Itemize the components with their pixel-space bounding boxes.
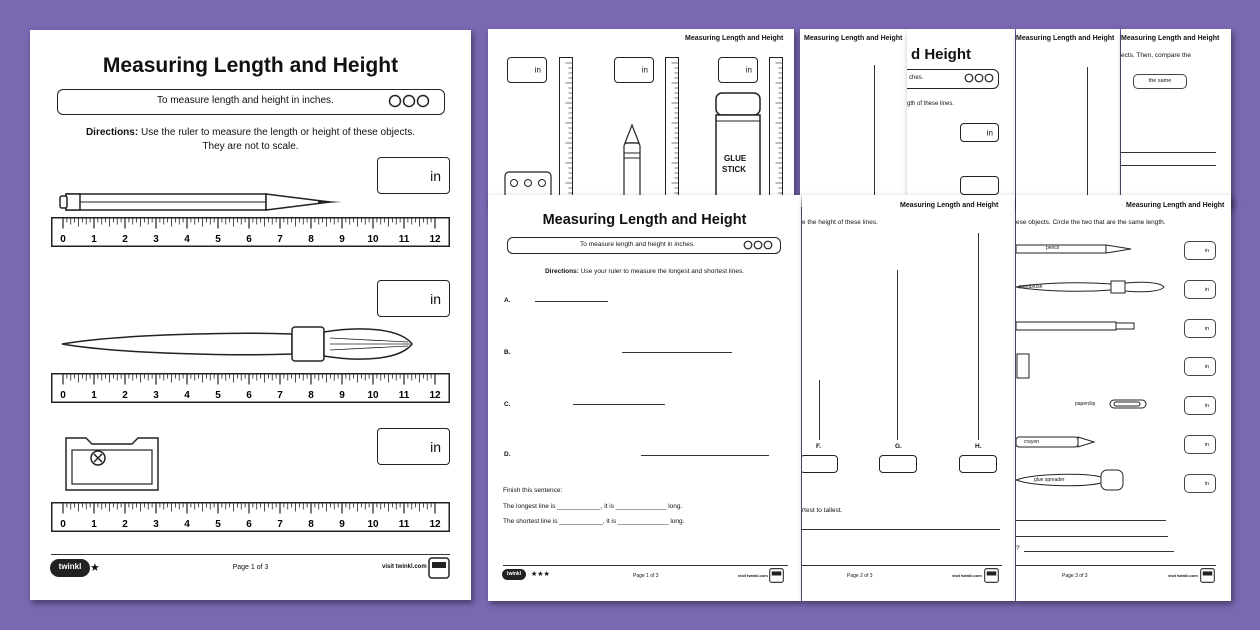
long: long. bbox=[668, 503, 683, 510]
vertical-ruler bbox=[665, 57, 679, 207]
progress-circles bbox=[743, 240, 777, 250]
brand-logo-text: twinkl bbox=[506, 571, 522, 577]
ruler-number: 12 bbox=[429, 390, 441, 401]
unit-label: in bbox=[1204, 325, 1209, 332]
ruler-number: 0 bbox=[60, 519, 66, 530]
answer-box-g[interactable] bbox=[879, 455, 917, 473]
objective-text: To measure length and height in inches. bbox=[157, 95, 334, 106]
answer-box[interactable] bbox=[1184, 357, 1216, 376]
worksheet-page-8 bbox=[1016, 195, 1231, 601]
object-label: paperclip bbox=[1075, 401, 1096, 407]
page-number: Page 3 of 3 bbox=[1062, 573, 1088, 579]
pencil-icon bbox=[60, 190, 350, 214]
ruler-number: 8 bbox=[308, 234, 314, 245]
ruler-number: 2 bbox=[122, 390, 128, 401]
unit-label: in bbox=[1204, 247, 1209, 254]
ruler-number: 7 bbox=[277, 519, 283, 530]
answer-box-f[interactable] bbox=[802, 455, 838, 473]
directions bbox=[488, 268, 801, 275]
ruler-number: 3 bbox=[153, 519, 159, 530]
ruler-number: 12 bbox=[429, 519, 441, 530]
line-label-a: A. bbox=[504, 297, 511, 304]
shortest-prefix: The shortest line is bbox=[503, 518, 558, 525]
answer-box[interactable] bbox=[1184, 396, 1216, 415]
measure-line-b bbox=[622, 352, 732, 353]
object-label: crayon bbox=[1024, 439, 1040, 445]
line-label-h: H. bbox=[975, 443, 982, 450]
ruler-number: 7 bbox=[277, 390, 283, 401]
site-link[interactable]: visit twinkl.com bbox=[1168, 573, 1198, 578]
glue-spreader-icon bbox=[1016, 467, 1126, 493]
ruler-number: 2 bbox=[122, 519, 128, 530]
glue-label-line1: GLUE bbox=[724, 154, 747, 163]
unit-label: in bbox=[1204, 402, 1209, 409]
answer-box[interactable] bbox=[960, 123, 999, 142]
star-icon: ★ bbox=[90, 562, 100, 574]
answer-box-h[interactable] bbox=[959, 455, 997, 473]
it-is: , it is bbox=[600, 503, 614, 510]
progress-circles bbox=[388, 94, 438, 108]
text-fragment: gth of these lines. bbox=[907, 101, 955, 107]
answer-box[interactable] bbox=[960, 176, 999, 195]
answer-box[interactable] bbox=[1133, 74, 1187, 89]
worksheet-page-3 bbox=[800, 29, 907, 207]
page-number: Page 1 of 3 bbox=[232, 564, 269, 571]
answer-box[interactable] bbox=[1184, 241, 1216, 260]
measure-line-f bbox=[897, 270, 898, 440]
line-label-b: B. bbox=[504, 349, 511, 356]
object-label: pencil bbox=[1046, 245, 1060, 251]
measure-line bbox=[1087, 67, 1088, 207]
text-fragment: ects. Then, compare the bbox=[1121, 52, 1191, 59]
ruler-number: 7 bbox=[277, 234, 283, 245]
line-label-d: D. bbox=[504, 451, 511, 458]
site-link[interactable]: visit twinkl.com bbox=[738, 573, 768, 578]
answer-box[interactable] bbox=[507, 57, 547, 83]
footer-rule bbox=[51, 554, 450, 555]
page-number: Page 1 of 3 bbox=[633, 573, 659, 579]
page-header: Measuring Length and Height bbox=[1121, 35, 1220, 42]
pencil-icon bbox=[1016, 243, 1136, 255]
it-is: , it is bbox=[602, 518, 617, 525]
unit-label: in bbox=[986, 128, 993, 137]
unit-label: in bbox=[745, 65, 752, 75]
quality-badge-icon bbox=[1200, 568, 1215, 583]
page-header: Measuring Length and Height bbox=[1016, 35, 1115, 42]
ruler-number: 3 bbox=[153, 390, 159, 401]
site-link[interactable]: visit twinkl.com bbox=[382, 564, 427, 570]
directions bbox=[30, 127, 471, 138]
line-label-f: F. bbox=[816, 443, 822, 450]
quality-badge-icon bbox=[428, 557, 450, 579]
page-header: Measuring Length and Height bbox=[804, 35, 903, 42]
unit-label: in bbox=[1204, 480, 1209, 487]
ruler-number: 10 bbox=[367, 234, 379, 245]
long: long. bbox=[670, 518, 685, 525]
ruler-number: 6 bbox=[246, 519, 252, 530]
directions-text: Use the ruler to measure the length or height of these objects. bbox=[140, 127, 416, 138]
answer-line bbox=[802, 529, 1000, 530]
site-link[interactable]: visit twinkl.com bbox=[952, 573, 982, 578]
directions-text: Use your ruler to measure the longest and shortest lines. bbox=[580, 268, 745, 275]
ruler-3 bbox=[51, 502, 450, 532]
answer-box[interactable] bbox=[1184, 474, 1216, 493]
footer-rule bbox=[503, 565, 788, 566]
worksheet-page-4 bbox=[1016, 29, 1120, 207]
line-label-g: G. bbox=[895, 443, 902, 450]
worksheet-page-6 bbox=[488, 195, 801, 601]
text-fragment: rtest to tallest. bbox=[802, 507, 843, 514]
ruler-number: 10 bbox=[367, 390, 379, 401]
worksheet-page-3b bbox=[907, 29, 1015, 207]
ruler-number: 5 bbox=[215, 519, 221, 530]
quality-badge-icon bbox=[769, 568, 784, 583]
directions-label: Directions: bbox=[544, 268, 579, 275]
answer-line bbox=[1016, 520, 1166, 521]
text-fragment: e the height of these lines. bbox=[802, 219, 878, 226]
finish-prompt: Finish this sentence: bbox=[503, 487, 563, 494]
star-icons: ★★★ bbox=[531, 571, 550, 578]
glue-label-line2: STICK bbox=[722, 165, 746, 174]
answer-box-3[interactable] bbox=[377, 428, 450, 465]
ruler-number: 0 bbox=[60, 234, 66, 245]
unit-label: in bbox=[430, 167, 441, 184]
worksheet-page-7 bbox=[802, 195, 1015, 601]
unit-label: in bbox=[1204, 441, 1209, 448]
unit-label: in bbox=[430, 290, 441, 307]
eraser-icon bbox=[1016, 353, 1030, 379]
ruler-number: 3 bbox=[153, 234, 159, 245]
ruler-number: 8 bbox=[308, 519, 314, 530]
answer-box[interactable] bbox=[1184, 280, 1216, 299]
worksheet-page-2 bbox=[488, 29, 794, 207]
ruler-number: 8 bbox=[308, 390, 314, 401]
progress-circles bbox=[964, 73, 998, 83]
directions-note: They are not to scale. bbox=[202, 141, 299, 152]
ruler-number: 1 bbox=[91, 234, 97, 245]
vertical-ruler bbox=[559, 57, 573, 207]
answer-line bbox=[1121, 165, 1216, 166]
unit-label: in bbox=[1204, 286, 1209, 293]
measure-line bbox=[874, 65, 875, 207]
object-label: glue spreader bbox=[1034, 477, 1065, 483]
ruler-number: 5 bbox=[215, 390, 221, 401]
object-label: paintbrush bbox=[1019, 284, 1043, 290]
ruler-number: 9 bbox=[339, 519, 345, 530]
ruler-number: 4 bbox=[184, 519, 190, 530]
ruler-number: 1 bbox=[91, 519, 97, 530]
question-mark: ? bbox=[1016, 545, 1020, 552]
ruler-number: 9 bbox=[339, 390, 345, 401]
measure-line-a bbox=[535, 301, 608, 302]
ruler-number: 5 bbox=[215, 234, 221, 245]
ruler-number: 6 bbox=[246, 234, 252, 245]
paintbrush-icon bbox=[60, 324, 420, 364]
measure-line-g bbox=[978, 233, 979, 440]
page-header: Measuring Length and Height bbox=[900, 202, 999, 209]
measure-line-e bbox=[819, 380, 820, 440]
ruler-number: 4 bbox=[184, 390, 190, 401]
worksheet-page-1 bbox=[30, 30, 471, 600]
objective-text: To measure length and height in inches. bbox=[580, 241, 695, 248]
unit-label: in bbox=[430, 438, 441, 455]
answer-box[interactable] bbox=[614, 57, 654, 83]
answer-line bbox=[1024, 551, 1174, 552]
answer-box-1[interactable] bbox=[377, 157, 450, 194]
longest-prefix: The longest line is bbox=[503, 503, 556, 510]
shortest-sentence: The shortest line is ____________, it is ______________ long. bbox=[503, 518, 685, 525]
answer-box[interactable] bbox=[718, 57, 758, 83]
ruler-number: 4 bbox=[184, 234, 190, 245]
glue-stick-icon bbox=[714, 91, 762, 207]
footer-rule bbox=[1016, 565, 1216, 566]
quality-badge-icon bbox=[984, 568, 999, 583]
ruler-number: 11 bbox=[398, 519, 410, 530]
text-fragment: ches. bbox=[909, 75, 924, 81]
answer-box[interactable] bbox=[1184, 435, 1216, 454]
page-header: Measuring Length and Height bbox=[1126, 202, 1225, 209]
vertical-ruler bbox=[769, 57, 783, 207]
measure-line-c bbox=[573, 404, 665, 405]
worksheet-page-5 bbox=[1121, 29, 1231, 207]
measure-line-d bbox=[641, 455, 769, 456]
page-header: Measuring Length and Height bbox=[685, 35, 784, 42]
footer-rule bbox=[802, 565, 1002, 566]
marker-icon bbox=[1016, 320, 1136, 332]
directions-label: Directions: bbox=[85, 127, 139, 138]
answer-box-2[interactable] bbox=[377, 280, 450, 317]
unit-label: in bbox=[534, 65, 541, 75]
ruler-number: 1 bbox=[91, 390, 97, 401]
page-title: Measuring Length and Height bbox=[542, 212, 747, 228]
page-title: Measuring Length and Height bbox=[102, 54, 399, 77]
ruler-number: 12 bbox=[429, 234, 441, 245]
ruler-number: 0 bbox=[60, 390, 66, 401]
ruler-number: 11 bbox=[398, 234, 410, 245]
paperclip-icon bbox=[1109, 399, 1147, 409]
text-fragment: the same bbox=[1148, 78, 1172, 84]
unit-label: in bbox=[1204, 363, 1209, 370]
answer-box[interactable] bbox=[1184, 319, 1216, 338]
unit-label: in bbox=[641, 65, 648, 75]
ruler-1 bbox=[51, 217, 450, 247]
sharpener-icon bbox=[62, 434, 162, 494]
ruler-number: 11 bbox=[398, 390, 410, 401]
answer-line bbox=[1016, 536, 1168, 537]
line-label-c: C. bbox=[504, 401, 511, 408]
title-fragment: d Height bbox=[911, 46, 971, 63]
ruler-2 bbox=[51, 373, 450, 403]
text-fragment: ese objects. Circle the two that are the same length. bbox=[1016, 219, 1166, 226]
page-number: Page 2 of 3 bbox=[847, 573, 873, 579]
ruler-number: 9 bbox=[339, 234, 345, 245]
ruler-number: 2 bbox=[122, 234, 128, 245]
ruler-number: 6 bbox=[246, 390, 252, 401]
longest-sentence: The longest line is ____________, it is ______________ long. bbox=[503, 503, 683, 510]
answer-line bbox=[1121, 152, 1216, 153]
brand-logo-text: twinkl bbox=[58, 562, 82, 571]
ruler-number: 10 bbox=[367, 519, 379, 530]
